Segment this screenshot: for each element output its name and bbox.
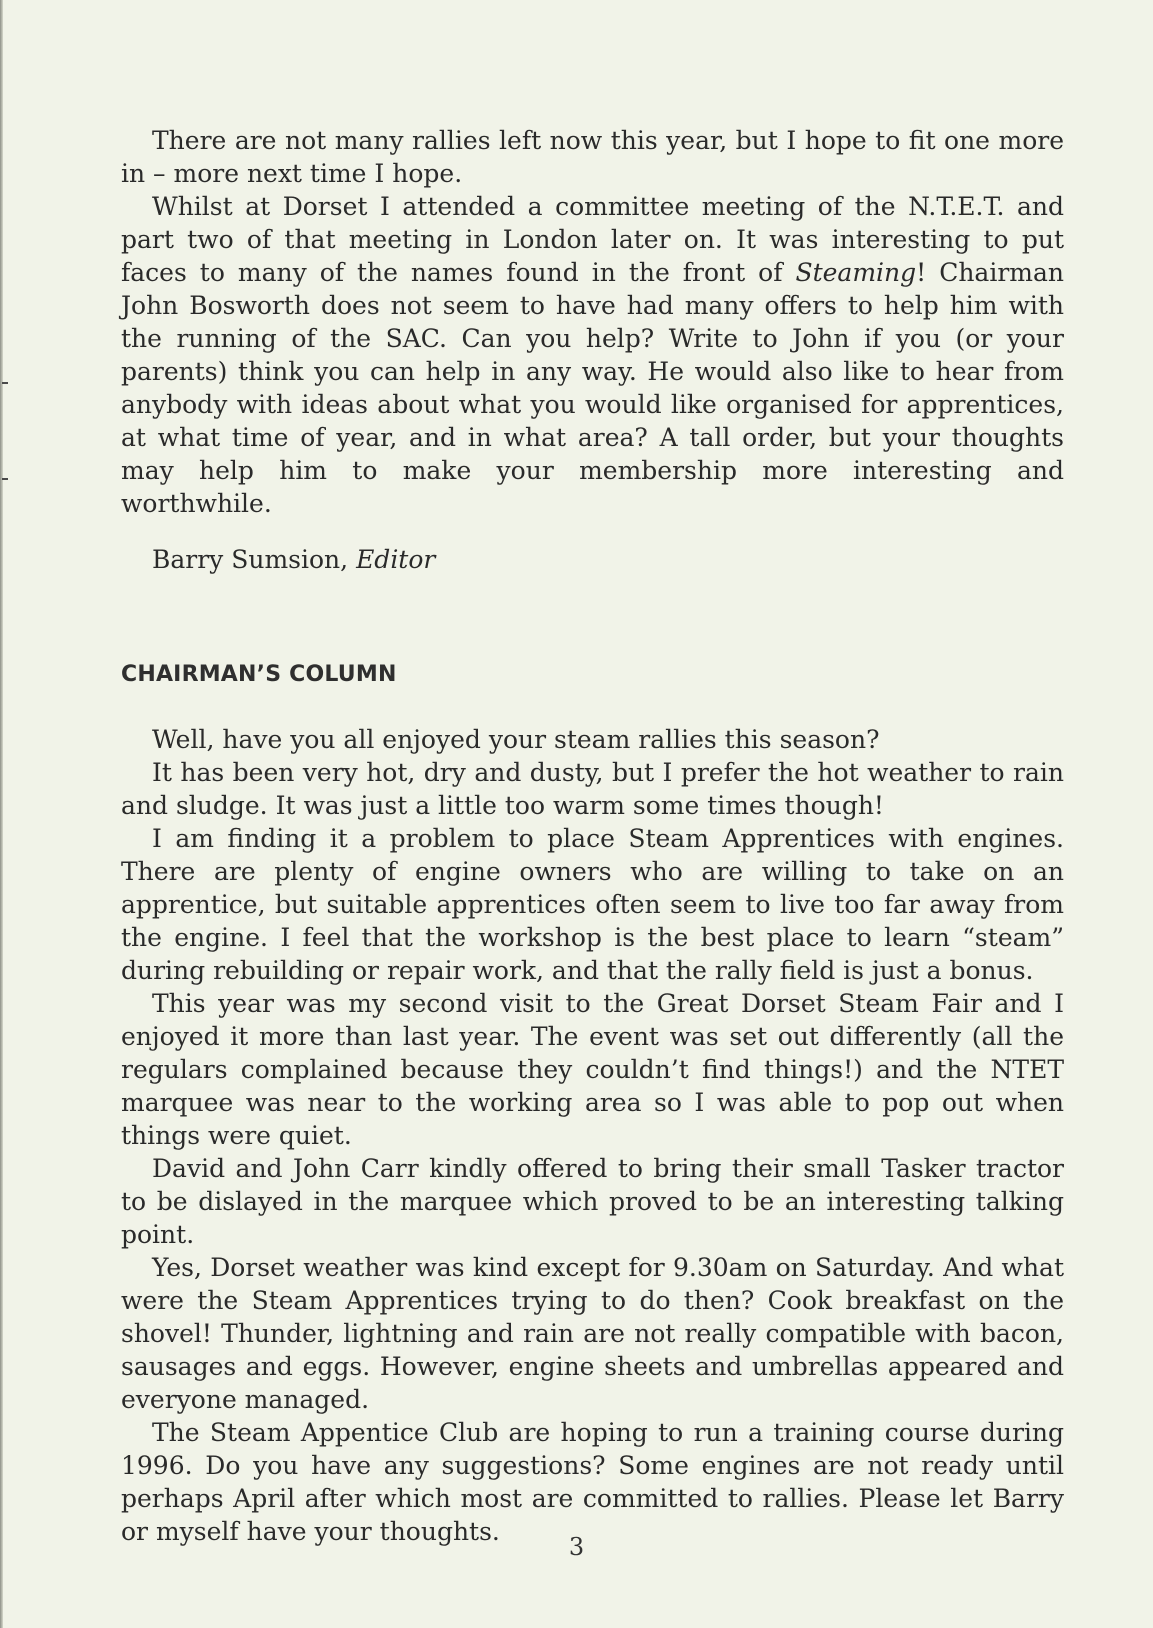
editorial-section (121, 124, 1064, 576)
column-paragraph: This year was my second visit to the Great Dorset Steam Fair and I enjoyed it more than last year. The event was set out differently (all the regulars complained because they couldn’t find things!) and the NTET marquee was near to the working area so I was able to pop out when things were quiet. (121, 989, 1064, 1150)
column-paragraph: Well, have you all enjoyed your steam rallies this season? (152, 725, 880, 754)
paragraph-text: Whilst at Dorset I attended a committee meeting of the N.T.E.T. and part two of that meeting in London later on. It was interesting to put faces to many of the names found in the front of (121, 192, 1064, 287)
publication-title: Steaming (795, 258, 917, 287)
editor-role: Editor (356, 545, 436, 574)
page-content (121, 124, 1064, 1548)
page-number: 3 (568, 1533, 585, 1561)
column-paragraph: I am finding it a problem to place Steam Apprentices with engines. There are plenty of engine owners who are willing to take on an apprentice, but suitable apprentices often seem to live too far away from the engine. I feel that the workshop is the best place to learn “steam” during rebuilding or repair work, and that the rally field is just a bonus. (121, 824, 1064, 985)
paragraph-text: ! Chairman John Bosworth does not seem to have had many offers to help him with the running of the SAC. Can you help? Write to John if you (or your parents) think you can help in any way. He would also like to hear from anybody with ideas about what you would like organised for apprentices, at what time of year, and in what area? A tall order, but your thoughts may help him to make your membership more interesting and worthwhile. (121, 258, 1064, 518)
editor-signature (121, 543, 1064, 576)
column-paragraph: David and John Carr kindly offered to bring their small Tasker tractor to be dislayed in the marquee which proved to be an interesting talking point. (121, 1154, 1064, 1249)
page-binding-edge (0, 0, 3, 1628)
column-paragraph: It has been very hot, dry and dusty, but I prefer the hot weather to rain and sludge. It was just a little too warm some times though! (121, 758, 1064, 820)
editorial-paragraph: There are not many rallies left now this year, but I hope to fit one more in – more next time I hope. (121, 126, 1064, 188)
column-paragraph: The Steam Appentice Club are hoping to run a training course during 1996. Do you have any suggestions? Some engines are not ready until perhaps April after which most are committed to rallies. Please let Barry or myself have your thoughts. (121, 1418, 1064, 1546)
editor-name: Barry Sumsion, (152, 545, 357, 574)
chairman-column-section (121, 662, 1064, 1548)
binding-mark (2, 478, 8, 480)
binding-mark (2, 382, 8, 384)
editorial-paragraph (121, 190, 1064, 520)
column-paragraph: Yes, Dorset weather was kind except for 9.30am on Saturday. And what were the Steam Apprentices trying to do then? Cook breakfast on the shovel! Thunder, lightning and rain are not really compatible with bacon, sausages and eggs. However, engine sheets and umbrellas appeared and everyone managed. (121, 1253, 1064, 1414)
section-heading: CHAIRMAN’S COLUMN (121, 662, 397, 687)
